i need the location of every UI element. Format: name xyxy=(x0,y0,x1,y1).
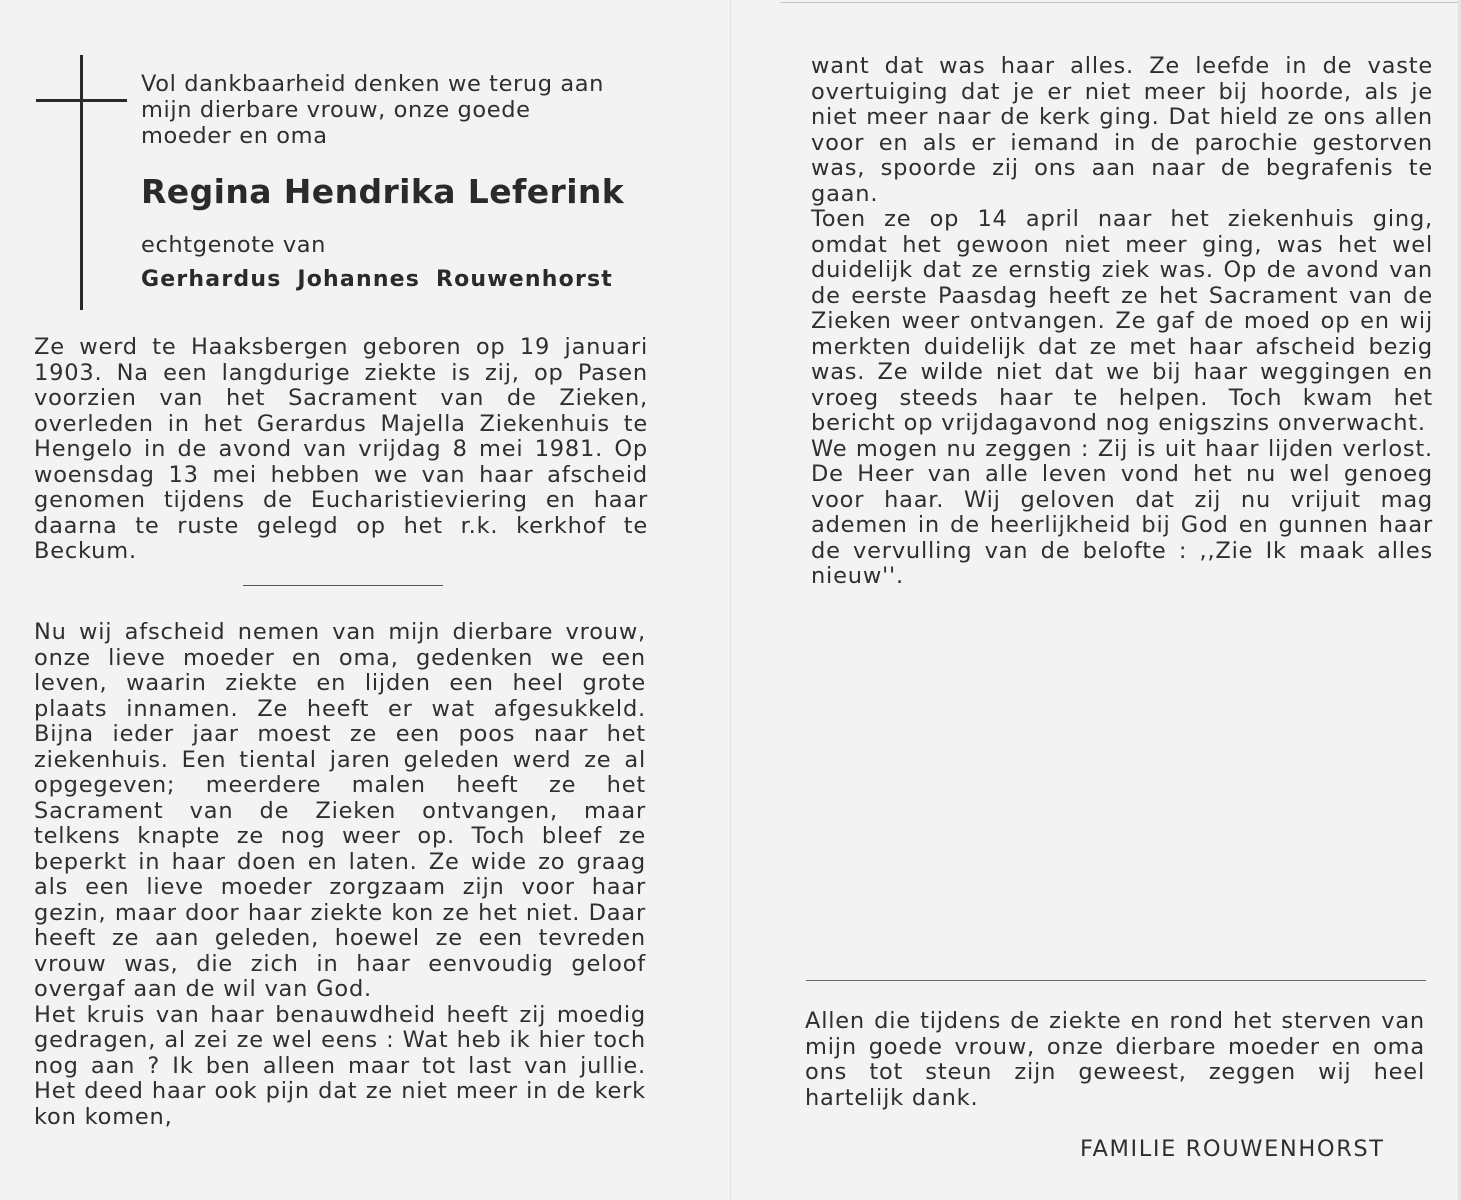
thanks-paragraph: Allen die tijdens de ziekte en rond het sterven van mijn goede vrouw, onze dierbare moeder en oma ons tot steun zijn geweest, zeggen wij heel hartelijk dank. xyxy=(805,1008,1425,1111)
divider-right xyxy=(806,980,1426,981)
continuation-paragraph: want dat was haar alles. Ze leefde in de vaste overtuiging dat je er niet meer bij hoorde, als je niet meer naar de kerk ging. Dat hield ze ons allen voor en als er iemand in de parochie gestorven was, spoorde zij ons aan naar de begrafenis te gaan. Toen ze op 14 april naar het ziekenhuis ging, omdat het gewoon niet meer ging, was het wel duidelijk dat ze ernstig ziek was. Op de avond van de eerste Paasdag heeft ze het Sacrament van de Zieken weer ontvangen. Ze gaf de moed op en wij merkten duidelijk dat ze met haar afscheid bezig was. Ze wilde niet dat we bij haar weggingen en vroeg steeds haar te helpen. Toch kwam het bericht op vrijdagavond nog enigszins onverwacht. We mogen nu zeggen : Zij is uit haar lijden verlost. De Heer van alle leven vond het nu wel genoeg voor haar. Wij geloven dat zij nu vrijuit mag ademen in de heerlijkheid bij God en gunnen haar de vervulling van de belofte : ,,Zie Ik maak alles nieuw''. xyxy=(811,53,1433,589)
cross-horizontal-bar xyxy=(36,99,127,102)
fold-line xyxy=(730,0,731,1200)
intro-text: Vol dankbaarheid denken we terug aan mijn dierbare vrouw, onze goede moeder en oma xyxy=(141,71,604,149)
card-edge-top xyxy=(780,2,1461,3)
spouse-name: Gerhardus Johannes Rouwenhorst xyxy=(141,267,614,292)
birth-death-paragraph: Ze werd te Haaksbergen geboren op 19 januari 1903. Na een langdurige ziekte is zij, op Pasen voorzien van het Sacrament van de Zieken, overleden in het Gerardus Majella Ziekenhuis te Hengelo in de avond van vrijdag 8 mei 1981. Op woensdag 13 mei hebben we van haar afscheid genomen tijdens de Eucharistieviering en haar daarna te ruste gelegd op het r.k. kerkhof te Beckum. xyxy=(34,334,648,564)
family-signature: FAMILIE ROUWENHORST xyxy=(1080,1136,1385,1162)
divider-left xyxy=(243,585,443,586)
cross-vertical-bar xyxy=(80,55,83,310)
deceased-name: Regina Hendrika Leferink xyxy=(141,172,625,211)
spouse-label: echtgenote van xyxy=(141,232,327,258)
memory-paragraph: Nu wij afscheid nemen van mijn dierbare vrouw, onze lieve moeder en oma, gedenken we een leven, waarin ziekte en lijden een heel grote plaats innamen. Ze heeft er wat afgesukkeld. Bijna ieder jaar moest ze een poos naar het ziekenhuis. Een tiental jaren geleden werd ze al opgegeven; meerdere malen heeft ze het Sacrament van de Zieken ontvangen, maar telkens knapte ze nog weer op. Toch bleef ze beperkt in haar doen en laten. Ze wide zo graag als een lieve moeder zorgzaam zijn voor haar gezin, maar door haar ziekte kon ze het niet. Daar heeft ze aan geleden, hoewel ze een tevreden vrouw was, die zich in haar eenvoudig geloof overgaf aan de wil van God. Het kruis van haar benauwdheid heeft zij moedig gedragen, al zei ze wel eens : Wat heb ik hier toch nog aan ? Ik ben alleen maar tot last van jullie. Het deed haar ook pijn dat ze niet meer in de kerk kon komen, xyxy=(34,619,646,1130)
